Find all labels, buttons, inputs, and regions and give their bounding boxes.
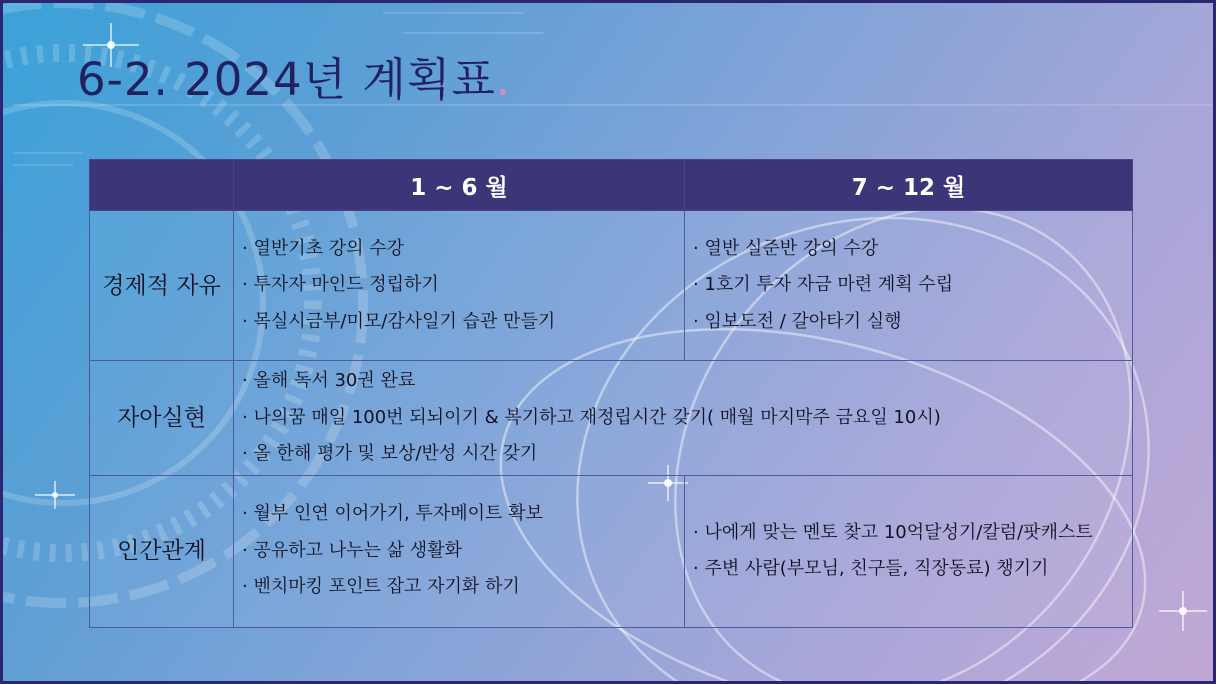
header-empty — [90, 160, 234, 211]
category-cell: 인간관계 — [90, 475, 234, 627]
list-item: · 나에게 맞는 멘토 찾고 10억달성기/칼럼/팟캐스트 — [693, 521, 1093, 543]
list-item: · 올 한해 평가 및 보상/반성 시간 갖기 — [242, 443, 538, 464]
table-row — [90, 361, 1133, 476]
header-first-half: 1 ~ 6 월 — [234, 160, 685, 211]
list-item: · 임보도전 / 갈아타기 실행 — [693, 310, 902, 332]
header-row — [90, 160, 1133, 211]
first-half-cell — [234, 475, 685, 627]
second-half-cell — [685, 475, 1133, 627]
list-item: · 벤치마킹 포인트 잡고 자기화 하기 — [242, 576, 520, 598]
table-row — [90, 475, 1133, 627]
list-item: · 투자자 마인드 정립하기 — [242, 274, 439, 296]
second-half-cell — [685, 211, 1133, 361]
first-half-cell — [234, 211, 685, 361]
page-title — [77, 43, 511, 108]
header-second-half: 7 ~ 12 월 — [685, 160, 1133, 211]
title-text: 6-2. 2024년 계획표 — [77, 53, 496, 106]
list-item: · 월부 인연 이어가기, 투자메이트 확보 — [242, 503, 543, 525]
plan-table — [89, 159, 1133, 628]
list-item: · 주변 사람(부모님, 친구들, 직장동료) 챙기기 — [693, 557, 1049, 579]
list-item: · 1호기 투자 자금 마련 계획 수립 — [693, 274, 954, 296]
list-item: · 공유하고 나누는 삶 생활화 — [242, 539, 462, 561]
full-year-cell — [234, 361, 1133, 476]
category-cell: 경제적 자유 — [90, 211, 234, 361]
table-row — [90, 211, 1133, 361]
list-item: · 목실시금부/미모/감사일기 습관 만들기 — [242, 310, 556, 332]
list-item: · 열반 실준반 강의 수강 — [693, 237, 879, 259]
list-item: · 나의꿈 매일 100번 되뇌이기 & 복기하고 재정립시간 갖기( 매월 마지막주 금요일 10시) — [242, 406, 941, 428]
list-item: · 올해 독서 30권 완료 — [242, 370, 416, 391]
list-item: · 열반기초 강의 수강 — [242, 237, 404, 259]
title-dot: . — [495, 53, 512, 106]
category-cell: 자아실현 — [90, 361, 234, 476]
